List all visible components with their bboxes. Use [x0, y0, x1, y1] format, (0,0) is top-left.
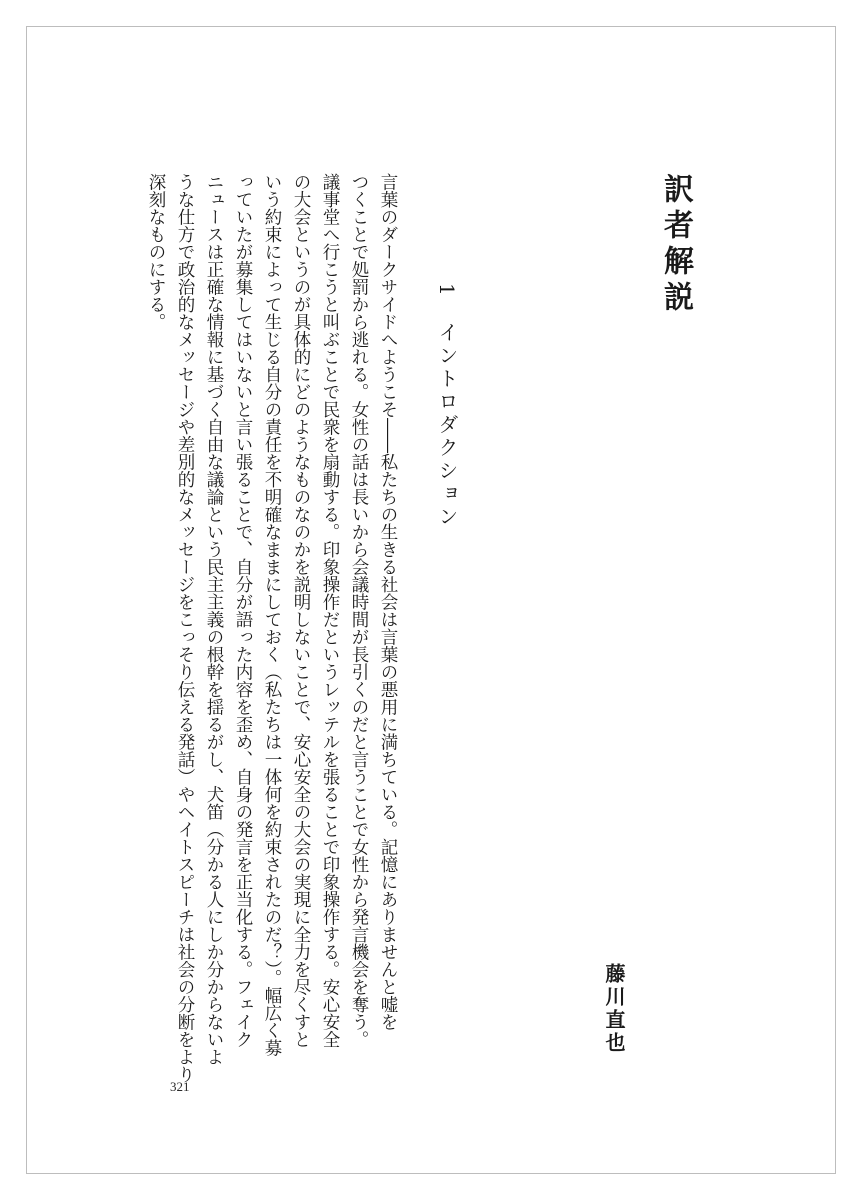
body-line: いう約束によって生じる自分の責任を不明確なままにしておく（私たちは一体何を約束されたのだ？）。幅広く募: [262, 173, 282, 1057]
body-line: うな仕方で政治的なメッセージや差別的なメッセージをこっそり伝える発話）やヘイトスピーチは社会の分断をより: [175, 173, 195, 1083]
body-line: 言葉のダークサイドへようこそ――私たちの生きる社会は言葉の悪用に満ちている。記憶にありませんと嘘を: [378, 173, 398, 1031]
body-text: [140, 173, 402, 1083]
page-title: 訳者解説: [658, 173, 693, 317]
body-line: 議事堂へ行こうと叫ぶことで民衆を扇動する。印象操作だというレッテルを張ることで印象操作する。安心安全: [320, 173, 340, 1048]
body-line: つくことで処罰から逃れる。女性の話は長いから会議時間が長引くのだと言うことで女性から発言機会を奪う。: [349, 173, 369, 1048]
page-number: 321: [170, 1079, 190, 1094]
author-name: 藤川直也: [602, 963, 626, 1055]
body-line: ニュースは正確な情報に基づく自由な議論という民主主義の根幹を揺るがし、犬笛（分かる人にしか分からないよ: [204, 173, 224, 1066]
body-line: っていたが募集してはいないと言い張ることで、自分が語った内容を歪め、自身の発言を正当化する。フェイク: [233, 173, 253, 1048]
body-line: 深刻なものにする。: [146, 173, 166, 331]
body-line: の大会というのが具体的にどのようなものなのかを説明しないことで、安心安全の大会の実現に全力を尽くすと: [291, 173, 311, 1048]
section-heading: 1 イントロダクション: [435, 283, 459, 529]
